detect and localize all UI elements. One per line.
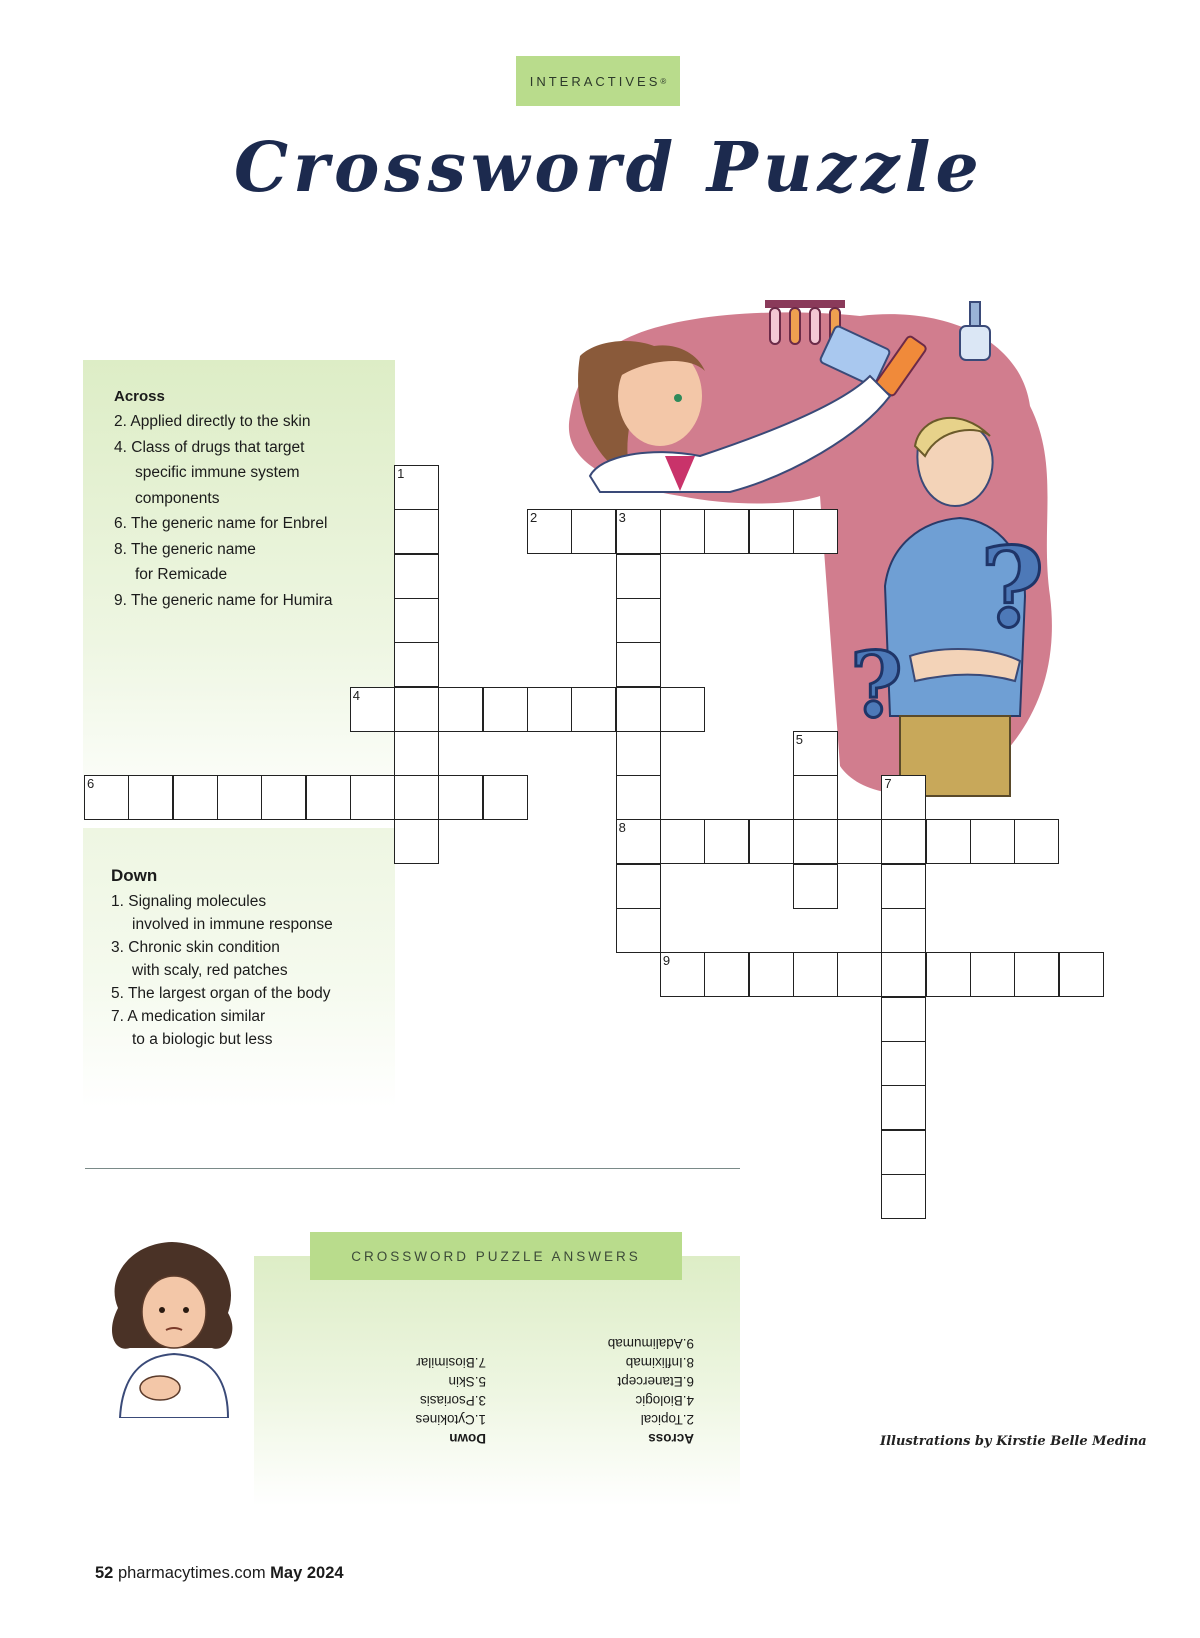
clue-number-label: 6 — [87, 776, 95, 792]
crossword-cell[interactable] — [616, 554, 661, 599]
answer-down-1: 1.Cytokines — [415, 1412, 486, 1427]
clue-across-2 — [114, 409, 384, 435]
answers-upside-down — [254, 1318, 740, 1448]
clue-down-1 — [111, 890, 391, 936]
crossword-cell[interactable] — [483, 687, 528, 732]
answer-across-6: 6.Etanercept — [617, 1374, 694, 1389]
clue-number: 2. — [114, 413, 127, 430]
crossword-cell[interactable] — [350, 687, 395, 732]
crossword-cell[interactable] — [217, 775, 262, 820]
crossword-cell[interactable] — [881, 1174, 926, 1219]
crossword-cell[interactable] — [881, 1085, 926, 1130]
crossword-cell[interactable] — [527, 687, 572, 732]
crossword-cell[interactable] — [616, 908, 661, 953]
crossword-cell[interactable] — [926, 952, 971, 997]
crossword-cell[interactable] — [394, 687, 439, 732]
clue-number-label: 1 — [397, 466, 405, 481]
crossword-cell[interactable] — [793, 731, 838, 776]
section-badge — [516, 56, 680, 106]
answer-down-5: 5.Skin — [448, 1374, 486, 1389]
across-clues — [114, 388, 384, 613]
crossword-cell[interactable] — [704, 819, 749, 864]
clue-text: The generic name for Humira — [130, 591, 333, 609]
clue-number: 9. — [114, 591, 127, 609]
clue-across-6 — [114, 511, 384, 537]
answer-across-4: 4.Biologic — [635, 1393, 694, 1408]
crossword-cell[interactable] — [306, 775, 351, 820]
worried-doctor-illustration — [100, 1238, 245, 1418]
clue-number: 7. — [111, 1008, 124, 1025]
crossword-cell[interactable] — [881, 819, 926, 864]
question-mark-icon: ? — [980, 523, 1045, 652]
crossword-cell[interactable] — [438, 775, 483, 820]
crossword-cell[interactable] — [793, 952, 838, 997]
crossword-cell[interactable] — [1014, 952, 1059, 997]
crossword-cell[interactable] — [483, 775, 528, 820]
crossword-cell[interactable] — [704, 952, 749, 997]
clue-text: The generic name — [130, 540, 256, 558]
clue-number: 8. — [114, 540, 127, 558]
crossword-cell[interactable] — [616, 864, 661, 909]
clue-number: 1. — [111, 893, 124, 910]
crossword-cell[interactable] — [793, 864, 838, 909]
crossword-cell[interactable] — [261, 775, 306, 820]
answer-across-2: 2.Topical — [640, 1412, 694, 1427]
clue-number-label: 4 — [352, 687, 361, 703]
crossword-cell[interactable] — [571, 687, 616, 732]
clue-text: Signaling molecules — [128, 893, 267, 910]
answers-across-column — [608, 1334, 694, 1448]
crossword-cell[interactable] — [837, 952, 882, 997]
crossword-cell[interactable] — [527, 509, 572, 554]
crossword-cell[interactable] — [438, 687, 483, 732]
answer-across-8: 8.Infliximab — [625, 1355, 694, 1370]
crossword-cell[interactable] — [881, 908, 926, 953]
crossword-cell[interactable] — [394, 775, 439, 820]
registered-mark: ® — [660, 76, 667, 86]
down-heading: Down — [111, 866, 158, 885]
crossword-cell[interactable] — [394, 731, 439, 776]
illustration-credit: Illustrations by Kirstie Belle Medina — [880, 1434, 1147, 1449]
page-number: 52 — [95, 1564, 114, 1582]
crossword-cell[interactable] — [616, 775, 661, 820]
crossword-cell[interactable] — [837, 819, 882, 864]
clue-number: 4. — [114, 438, 127, 456]
clue-number-label: 9 — [662, 953, 671, 969]
crossword-cell[interactable] — [616, 509, 661, 554]
clue-across-4 — [114, 435, 384, 512]
crossword-cell[interactable] — [970, 819, 1015, 864]
crossword-cell[interactable] — [793, 509, 838, 554]
crossword-cell[interactable] — [350, 775, 395, 820]
crossword-cell[interactable] — [749, 952, 794, 997]
dropper-bottle-icon — [960, 302, 990, 360]
crossword-cell[interactable] — [571, 509, 616, 554]
crossword-cell[interactable] — [881, 952, 926, 997]
crossword-cell[interactable] — [128, 775, 173, 820]
crossword-cell[interactable] — [970, 952, 1015, 997]
crossword-cell[interactable] — [173, 775, 218, 820]
clue-down-3 — [111, 936, 391, 982]
crossword-cell[interactable] — [394, 642, 439, 687]
answers-across-heading: Across — [648, 1431, 694, 1446]
down-clues — [111, 866, 391, 1051]
crossword-cell[interactable] — [1014, 819, 1059, 864]
crossword-cell[interactable] — [881, 1041, 926, 1086]
site-name: pharmacytimes.com — [117, 1564, 266, 1582]
answers-down-heading: Down — [449, 1431, 486, 1446]
crossword-cell[interactable] — [616, 819, 661, 864]
clue-number-label: 5 — [795, 731, 804, 747]
crossword-cell[interactable] — [616, 731, 661, 776]
crossword-cell[interactable] — [793, 819, 838, 864]
section-divider — [85, 1168, 740, 1169]
crossword-cell[interactable] — [394, 598, 439, 643]
section-badge-label: INTERACTIVES — [529, 73, 661, 89]
crossword-cell[interactable] — [660, 819, 705, 864]
clue-number: 6. — [114, 515, 127, 532]
clue-number-label: 3 — [618, 510, 626, 526]
crossword-cell[interactable] — [881, 775, 926, 820]
crossword-cell[interactable] — [660, 509, 705, 554]
crossword-cell[interactable] — [660, 952, 705, 997]
crossword-cell[interactable] — [881, 1130, 926, 1175]
crossword-cell[interactable] — [660, 687, 705, 732]
crossword-cell[interactable] — [394, 465, 439, 510]
clue-text-continued: for Remicade — [135, 566, 228, 583]
clue-text: Applied directly to the skin — [130, 413, 311, 430]
clue-text-continued: involved in immune response — [132, 916, 333, 933]
answers-label: CROSSWORD PUZZLE ANSWERS — [310, 1232, 682, 1280]
clue-text-continued: specific immune system components — [135, 464, 300, 507]
clue-number-label: 7 — [884, 776, 892, 792]
crossword-cell[interactable] — [616, 642, 661, 687]
crossword-cell[interactable] — [881, 864, 926, 909]
clue-text: Class of drugs that target — [131, 438, 305, 456]
clue-text: The largest organ of the body — [127, 985, 331, 1002]
answers-down-column — [415, 1353, 486, 1448]
crossword-cell[interactable] — [749, 509, 794, 554]
down-clue-list — [111, 890, 391, 1051]
crossword-cell[interactable] — [704, 509, 749, 554]
crossword-cell[interactable] — [394, 509, 439, 554]
clue-text-continued: to a biologic but less — [132, 1031, 273, 1048]
crossword-cell[interactable] — [616, 598, 661, 643]
question-mark-icon: ? — [850, 632, 903, 738]
crossword-cell[interactable] — [84, 775, 129, 820]
answer-across-9: 9.Adalimumab — [607, 1336, 694, 1351]
crossword-cell[interactable] — [394, 554, 439, 599]
clue-text: Chronic skin condition — [128, 939, 280, 956]
crossword-cell[interactable] — [1059, 952, 1104, 997]
across-heading: Across — [114, 388, 165, 405]
clue-text: The generic name for Enbrel — [130, 515, 328, 532]
clue-text: A medication similar — [127, 1008, 266, 1025]
clue-down-7 — [111, 1005, 391, 1051]
clue-text-continued: with scaly, red patches — [132, 962, 288, 979]
crossword-cell[interactable] — [749, 819, 794, 864]
clue-across-8 — [114, 537, 384, 588]
clue-number: 3. — [111, 939, 124, 956]
crossword-cell[interactable] — [926, 819, 971, 864]
clue-number: 5. — [111, 985, 124, 1002]
issue-date: May 2024 — [270, 1564, 344, 1582]
page-footer — [95, 1564, 344, 1583]
crossword-cell[interactable] — [394, 819, 439, 864]
crossword-cell[interactable] — [616, 687, 661, 732]
clue-across-9 — [114, 588, 384, 614]
clue-down-5 — [111, 982, 391, 1005]
crossword-cell[interactable] — [793, 775, 838, 820]
clue-number-label: 8 — [618, 820, 626, 836]
page-title: Crossword Puzzle — [234, 128, 984, 208]
across-clue-list — [114, 409, 384, 613]
clue-number-label: 2 — [530, 510, 538, 526]
crossword-cell[interactable] — [881, 997, 926, 1042]
answer-down-7: 7.Biosimilar — [416, 1355, 486, 1370]
answer-down-3: 3.Psoriasis — [419, 1393, 486, 1408]
